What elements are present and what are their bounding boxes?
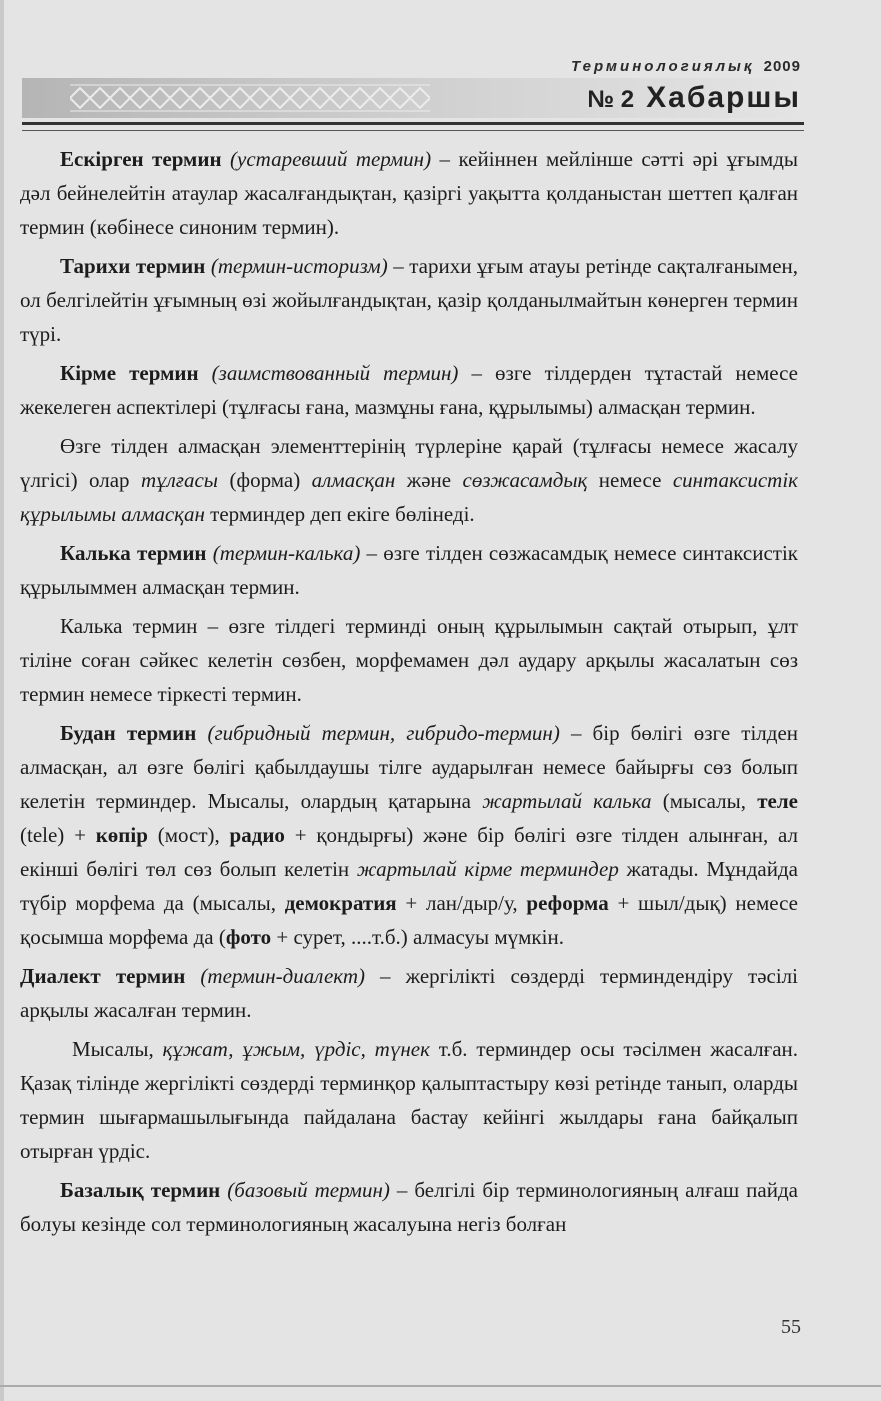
term-bold: реформа	[526, 891, 609, 915]
term-bold: Будан термин	[60, 721, 197, 745]
text-run: – жергілікті сөздерді терминдендіру тәсілі арқылы жасалған термин.	[20, 964, 798, 1022]
body-text	[20, 142, 798, 1246]
text-run: Өзге тілден алмасқан элементтерінің түрлеріне қарай (тұлғасы немесе жасалу үлгісі) олар	[20, 434, 798, 492]
text-run	[222, 147, 230, 171]
term-bold: Калька термин	[60, 541, 207, 565]
header-rule-thin	[22, 130, 804, 131]
text-run: терминдер деп екіге бөлінеді.	[204, 502, 475, 526]
text-run: жатады. Мұндайда түбір морфема да (мысалы,	[20, 857, 799, 915]
journal-year: 2009	[763, 58, 801, 75]
text-run: + қондырғы) және бір бөлігі өзге тілден алынған, ал екінші бөлігі төл сөз болып келетін	[20, 823, 799, 881]
term-italic: сөзжасамдық	[462, 468, 588, 492]
term-italic: жартылай калька	[482, 789, 652, 813]
term-bold: радио	[229, 823, 285, 847]
paragraph	[20, 1173, 798, 1241]
text-run: – тарихи ұғым атауы ретінде сақталғанымен, ол белгілейтін ұғымның өзі жойылғандықтан, қазір қолданылмайтын көнерген термин түрі.	[20, 254, 799, 346]
header-rule	[22, 122, 804, 125]
term-bold: көпір	[95, 823, 148, 847]
paragraph	[20, 536, 798, 604]
journal-name: Хабаршы	[646, 81, 801, 114]
paragraph	[20, 609, 798, 711]
term-bold: теле	[757, 789, 798, 813]
ornament-pattern	[70, 83, 430, 113]
term-italic: синтаксистік құрылымы алмасқан	[20, 468, 798, 526]
journal-title: Терминологиялық	[571, 58, 755, 75]
paragraph	[20, 959, 798, 1027]
paragraph	[20, 142, 798, 244]
term-italic: жартылай кірме терминдер	[356, 857, 619, 881]
term-bold: Тарихи термин	[60, 254, 206, 278]
term-italic: (устаревший термин)	[230, 147, 432, 171]
text-run: Калька термин – өзге тілдегі терминді оның құрылымын сақтай отырып, ұлт тіліне соған сәйкес келетін сөзбен, морфемамен дәл аудару арқылы жасалатын сөз термин немесе тіркесті термин.	[20, 614, 798, 706]
term-italic: құжат, ұжым, үрдіс, түнек	[162, 1037, 430, 1061]
paragraph	[20, 716, 798, 954]
text-run: (мысалы,	[651, 789, 758, 813]
text-run: немесе	[587, 468, 673, 492]
page-edge	[0, 0, 4, 1401]
text-run: – өзге тілден сөзжасамдық немесе синтаксистік құрылыммен алмасқан термин.	[20, 541, 799, 599]
term-italic: (термин-калька)	[212, 541, 361, 565]
paragraph	[20, 249, 798, 351]
term-bold: Ескірген термин	[60, 147, 222, 171]
text-run: т.б. терминдер осы тәсілмен жасалған. Қазақ тілінде жергілікті сөздерді терминқор қалыптастыру көзі ретінде танып, оларды термин шығармашылығында пайдалана бастау кейінгі жылдары ғана байқалып отырған үрдіс.	[20, 1037, 799, 1163]
page-number: 55	[781, 1316, 801, 1338]
paragraph	[20, 429, 798, 531]
text-run	[185, 964, 200, 988]
paragraph	[20, 1032, 798, 1168]
text-run: + сурет, ....т.б.) алмасуы мүмкін.	[271, 925, 564, 949]
journal-header	[571, 58, 801, 75]
term-italic: тұлғасы	[140, 468, 219, 492]
term-bold: Диалект термин	[20, 964, 186, 988]
term-italic: (термин-историзм)	[210, 254, 388, 278]
term-italic: (базовый термин)	[227, 1178, 390, 1202]
text-run	[199, 361, 212, 385]
text-run: Мысалы,	[72, 1037, 163, 1061]
term-bold: Кірме термин	[60, 361, 199, 385]
paragraph	[20, 356, 798, 424]
text-run: – белгілі бір терминологияның алғаш пайда болуы кезінде сол терминологияның жасалуына негіз болған	[20, 1178, 798, 1236]
term-bold: фото	[225, 925, 272, 949]
text-run: – бір бөлігі өзге тілден алмасқан, ал өзге бөлігі қабылдаушы тілге аударылған немесе байырғы сөз болып келетін терминдер. Мысалы, олардың қатарына	[20, 721, 799, 813]
bottom-rule	[0, 1385, 881, 1387]
issue-label	[587, 80, 801, 121]
issue-number: № 2	[587, 86, 635, 113]
term-italic: (заимствованный термин)	[211, 361, 459, 385]
text-run: (форма)	[218, 468, 312, 492]
text-run: + шыл/дық) немесе қосымша морфема да (	[20, 891, 798, 949]
text-run	[196, 721, 207, 745]
text-run: және	[395, 468, 463, 492]
text-run: + лан/дыр/у,	[396, 891, 527, 915]
term-italic: алмасқан	[311, 468, 396, 492]
term-bold: Базалық термин	[60, 1178, 221, 1202]
text-run: – кейіннен мейлінше сәтті әрі ұғымды дәл бейнелейтін атаулар жасалғандықтан, қазіргі уақытта қолданыстан шеттеп қалған термин (көбінесе синоним термин).	[20, 147, 799, 239]
text-run: (мост),	[147, 823, 230, 847]
text-run: – өзге тілдерден тұтастай немесе жекелеген аспектілері (тұлғасы ғана, мазмұны ғана, құрылымы) алмасқан термин.	[20, 361, 798, 419]
term-italic: (гибридный термин, гибридо-термин)	[207, 721, 560, 745]
term-italic: (термин-диалект)	[200, 964, 365, 988]
text-run: (tele) +	[20, 823, 96, 847]
term-bold: демократия	[284, 891, 397, 915]
